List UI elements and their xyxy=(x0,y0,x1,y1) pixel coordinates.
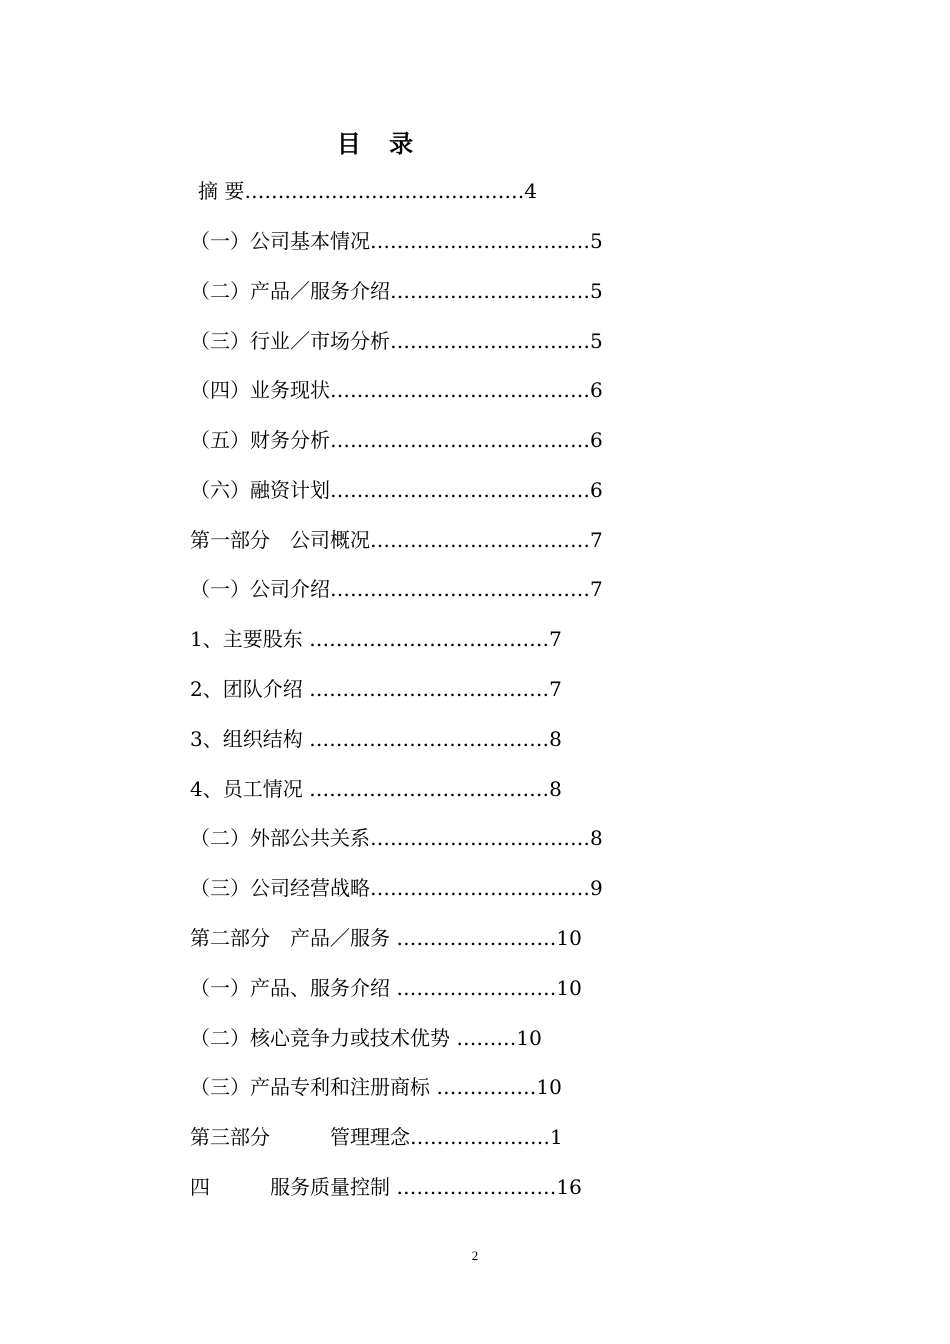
toc-entry-page: 16 xyxy=(556,1175,582,1199)
toc-entry[interactable] xyxy=(190,227,603,255)
toc-entry-page: 7 xyxy=(590,577,603,601)
toc-entry[interactable] xyxy=(190,1173,582,1201)
toc-entry[interactable] xyxy=(190,376,603,404)
toc-entry[interactable] xyxy=(190,725,562,753)
toc-entry[interactable] xyxy=(198,177,537,205)
toc-entry[interactable] xyxy=(190,1123,563,1151)
toc-entry-dots: ……………………………… xyxy=(309,627,550,651)
toc-entry-dots: …………………………… xyxy=(370,876,590,900)
toc-entry-label: （二）产品／服务介绍 xyxy=(190,279,390,303)
toc-entry-label: （六）融资计划 xyxy=(190,478,330,502)
toc-entry-dots: ……… xyxy=(456,1026,517,1050)
toc-entry-label: 第三部分 管理理念 xyxy=(190,1125,410,1149)
toc-entry-page: 7 xyxy=(549,677,562,701)
toc-entry-label: （一）公司基本情况 xyxy=(190,229,370,253)
toc-entry-dots: ………………………… xyxy=(390,329,590,353)
toc-entry-label: 摘 要 xyxy=(198,179,245,203)
toc-entry-page: 8 xyxy=(549,777,562,801)
toc-entry[interactable] xyxy=(190,277,603,305)
toc-entry-page: 7 xyxy=(590,528,603,552)
toc-entry-dots: ………………………… xyxy=(390,279,590,303)
toc-entry-dots: …………………………… xyxy=(370,826,590,850)
toc-entry[interactable] xyxy=(190,625,562,653)
toc-entry-label: （一）产品、服务介绍 xyxy=(190,976,397,1000)
page-number: 2 xyxy=(471,1248,479,1263)
toc-entry-label: （四）业务现状 xyxy=(190,378,330,402)
toc-entry-dots: ………………………………… xyxy=(330,378,590,402)
toc-entry-label: 2、团队介绍 xyxy=(190,677,310,701)
toc-entry-page: 5 xyxy=(590,279,603,303)
toc-entry-page: 6 xyxy=(590,428,603,452)
toc-entry-page: 7 xyxy=(549,627,562,651)
toc-entry-page: 10 xyxy=(536,1075,562,1099)
toc-entry[interactable] xyxy=(190,775,562,803)
toc-entry-dots: …………………………………… xyxy=(244,179,525,203)
toc-entry-dots: ……………………………… xyxy=(309,727,550,751)
toc-entry[interactable] xyxy=(190,924,582,952)
toc-entry-label: 4、员工情况 xyxy=(190,777,310,801)
toc-entry-page: 5 xyxy=(590,329,603,353)
toc-entry[interactable] xyxy=(190,1024,542,1052)
toc-entry-page: 9 xyxy=(590,876,603,900)
toc-entry-page: 6 xyxy=(590,378,603,402)
toc-entry[interactable] xyxy=(190,1073,562,1101)
toc-entry-label: （一）公司介绍 xyxy=(190,577,330,601)
toc-entry-dots: ………………………………… xyxy=(330,428,590,452)
toc-entry-label: （三）产品专利和注册商标 xyxy=(190,1075,437,1099)
toc-entry-label: （二）核心竞争力或技术优势 xyxy=(190,1026,457,1050)
toc-entry[interactable] xyxy=(190,327,603,355)
toc-entry-dots: …………………… xyxy=(396,976,557,1000)
toc-entry[interactable] xyxy=(190,824,603,852)
toc-entry-dots: ……………………………… xyxy=(309,777,550,801)
toc-entry[interactable] xyxy=(190,675,562,703)
toc-entry-label: （三）公司经营战略 xyxy=(190,876,370,900)
toc-entry-dots: …………………………… xyxy=(370,528,590,552)
toc-entry-dots: …………………… xyxy=(396,1175,557,1199)
toc-entry-label: 第一部分 公司概况 xyxy=(190,528,370,552)
toc-entry-label: 3、组织结构 xyxy=(190,727,310,751)
toc-entry-page: 5 xyxy=(590,229,603,253)
toc-entry[interactable] xyxy=(190,575,603,603)
toc-entry-dots: ……………………………… xyxy=(309,677,550,701)
toc-entry[interactable] xyxy=(190,526,603,554)
toc-entry-dots: …………………………… xyxy=(370,229,590,253)
toc-entry-label: 第二部分 产品／服务 xyxy=(190,926,397,950)
toc-entry-page: 8 xyxy=(549,727,562,751)
toc-entry-page: 6 xyxy=(590,478,603,502)
toc-title: 目 录 xyxy=(336,129,424,158)
toc-entry-page: 4 xyxy=(524,179,538,203)
toc-entry-label: （五）财务分析 xyxy=(190,428,330,452)
toc-entry-label: 1、主要股东 xyxy=(190,627,310,651)
toc-entry-page: 10 xyxy=(556,926,582,950)
toc-entry[interactable] xyxy=(190,874,603,902)
toc-entry-page: 1 xyxy=(550,1125,563,1149)
toc-entry[interactable] xyxy=(190,426,603,454)
toc-entry-page: 8 xyxy=(590,826,603,850)
toc-entry-label: （三）行业／市场分析 xyxy=(190,329,390,353)
toc-entry-label: （二）外部公共关系 xyxy=(190,826,370,850)
toc-entry-dots: …………… xyxy=(436,1075,537,1099)
toc-entry-label: 四 服务质量控制 xyxy=(190,1175,397,1199)
toc-entry-dots: ………………………………… xyxy=(330,478,590,502)
toc-entry-dots: …………………… xyxy=(396,926,557,950)
toc-entry-dots: ………………… xyxy=(410,1125,550,1149)
toc-entry[interactable] xyxy=(190,974,582,1002)
toc-entry-page: 10 xyxy=(556,976,582,1000)
toc-entry[interactable] xyxy=(190,476,603,504)
toc-entry-dots: ………………………………… xyxy=(330,577,590,601)
toc-entry-page: 10 xyxy=(516,1026,542,1050)
